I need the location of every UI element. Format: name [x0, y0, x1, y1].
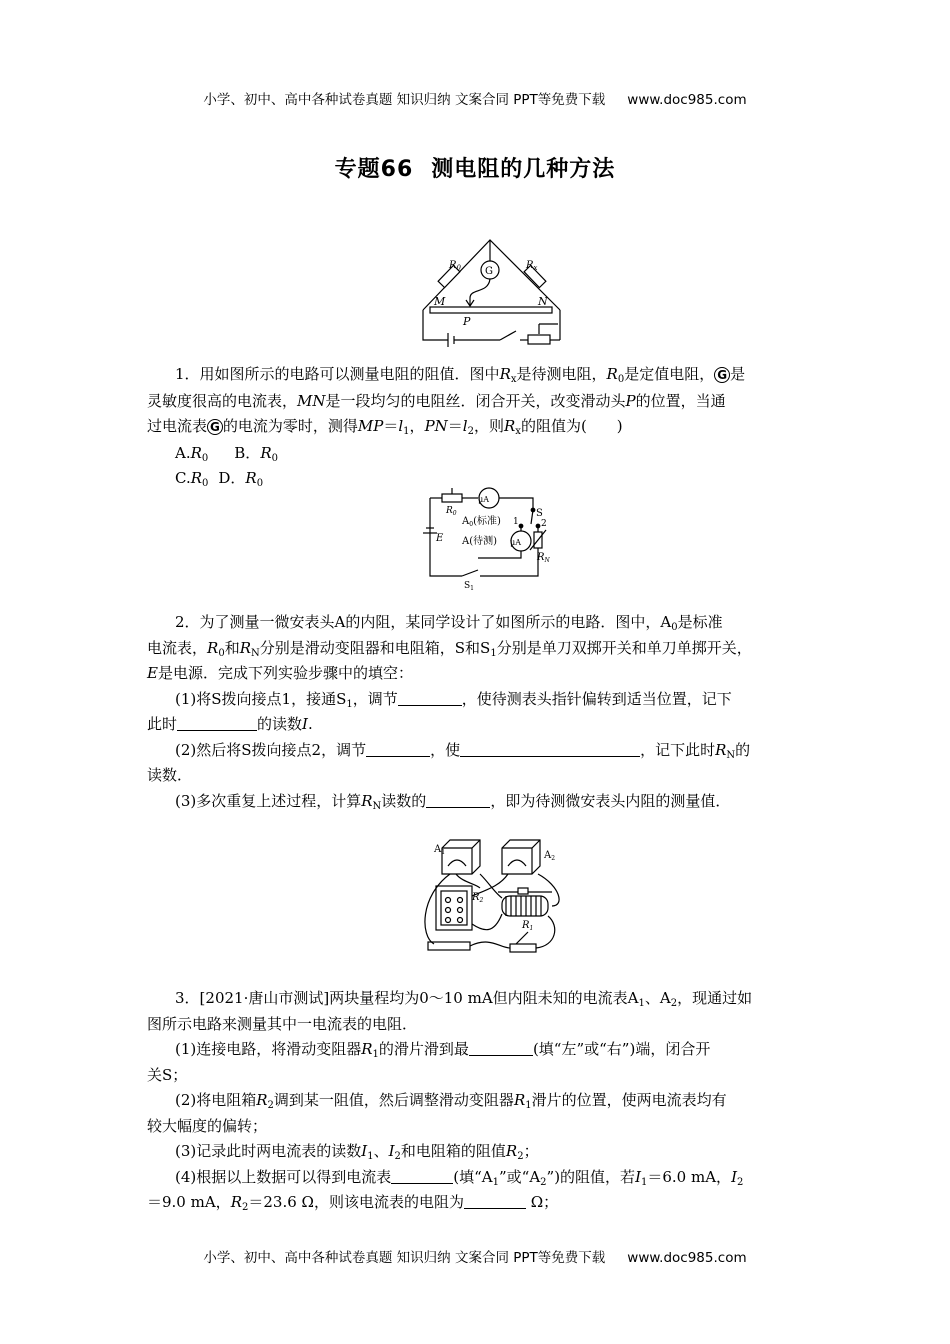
title-number: 专题66	[334, 157, 414, 182]
fig2-s1-label: $S_1$	[464, 581, 474, 592]
option-c[interactable]: $C.R_0$	[175, 469, 209, 489]
figure-microammeter-circuit	[418, 486, 568, 596]
fig1-m-label: M	[434, 295, 446, 308]
option-d[interactable]: D．$R_0$	[218, 469, 264, 489]
option-b[interactable]: B．$R_0$	[234, 443, 278, 464]
galvanometer-icon: G	[207, 419, 223, 435]
option-a[interactable]: $A.R_0$	[175, 443, 209, 464]
footer-site[interactable]: www.doc985.com	[627, 1250, 747, 1266]
fig2-contact-2: 2	[541, 519, 547, 529]
fig3-a1-label: $A_1$	[434, 844, 446, 856]
title-text: 测电阻的几种方法	[431, 157, 616, 182]
blank-3-1[interactable]	[469, 1039, 533, 1056]
question-2: 2．为了测量一微安表头A的内阻，某同学设计了如图所示的电路．图中，$A_0$是标准 电流表，$R_0$和$R_N$分别是滑动变阻器和电阻箱，S和$S_1$分别是单刀双掷开关和单刀单掷开关， E是电源．完成下列实验步骤中的填空： (1)将S拨向接点1，接通$S_1$，调节 ，使待测表头指针偏转到适当位置，记下 此时 的读数I. (2)然后将S拨向接点2，调节 ，使 ，记下此时$R_N$的 读数． (3)多次重复上述过程，计算$R_N$读数的 ，即为待测微安表头内阻的测量值．	[147, 613, 752, 812]
header-site[interactable]: www.doc985.com	[627, 92, 747, 108]
fig2-a-label: A(待测)	[462, 536, 498, 547]
question-1: 1．用如图所示的电路可以测量电阻的阻值．图中$R_x$是待测电阻，$R_0$是定值电阻， G 是 灵敏度很高的电流表，MN是一段均匀的电阻丝．闭合开关，改变滑动头P的位置，当通 过电流表 G 的电流为零时，测得$MP=l_1$，$PN=l_2$，则$R_x$的阻值为( ) $A.R_0$ B．$R_0$ $C.R_0$ D．$R_0$	[147, 362, 810, 492]
fig1-r0-label: $R_0$	[449, 260, 461, 272]
galvanometer-icon: G	[485, 266, 493, 277]
options-ab	[147, 441, 810, 467]
fig2-s-label: S	[536, 508, 543, 519]
fig3-r1-label: $R_1$	[522, 920, 534, 932]
figure-bridge-circuit	[408, 232, 578, 347]
fig2-rn-label: $R_N$	[537, 552, 550, 564]
blank-2-1[interactable]	[398, 689, 462, 706]
header-text: 小学、初中、高中各种试卷真题 知识归纳 文案合同 PPT等免费下载	[203, 92, 606, 108]
footer-text: 小学、初中、高中各种试卷真题 知识归纳 文案合同 PPT等免费下载	[203, 1250, 606, 1266]
figure-apparatus	[410, 836, 580, 961]
blank-3-2[interactable]	[391, 1167, 453, 1184]
question-3: 3．[2021·唐山市测试]两块量程均为0～10 mA但内阻未知的电流表$A_1$、$A_2$，现通过如 图所示电路来测量其中一电流表的电阻． (1)连接电路，将滑动变阻器$R_1$的滑片滑到最 (填“左”或“右”)端，闭合开 关S； (2)将电阻箱$R_2$调到某一阻值，然后调整滑动变阻器$R_1$滑片的位置，使两电流表均有 较大幅度的偏转； (3)记录此时两电流表的读数$I_1$、$I_2$和电阻箱的阻值$R_2$； (4)根据以上数据可以得到电流表 (填“$A_1$”或“$A_2$”)的阻值，若$I_1=6.0$ mA，$I_2$ ＝9.0 mA，$R_2=23.6$ Ω，则该电流表的电阻为 Ω；	[147, 989, 753, 1213]
blank-2-5[interactable]	[426, 791, 490, 808]
fig2-e-label: E	[436, 533, 444, 544]
fig1-p-label: P	[463, 315, 471, 328]
blank-3-3[interactable]	[464, 1192, 526, 1209]
fig2-a0-label: $A_0$(标准)	[462, 516, 501, 528]
blank-2-4[interactable]	[460, 740, 640, 757]
page-header	[0, 88, 950, 108]
fig3-a2-label: $A_2$	[544, 850, 556, 862]
fig2-contact-1: 1	[513, 517, 519, 527]
blank-2-3[interactable]	[366, 740, 430, 757]
fig3-r2-label: $R_2$	[472, 892, 484, 904]
galvanometer-icon: G	[714, 367, 730, 383]
page-title	[0, 152, 950, 183]
ua-icon: μA	[478, 495, 489, 504]
fig2-r0-label: $R_0$	[446, 506, 457, 517]
fig1-n-label: N	[538, 295, 548, 308]
fig1-rx-label: $R_x$	[526, 260, 538, 272]
ua-icon: μA	[510, 538, 521, 547]
blank-2-2[interactable]	[177, 714, 257, 731]
page-footer	[0, 1246, 950, 1266]
